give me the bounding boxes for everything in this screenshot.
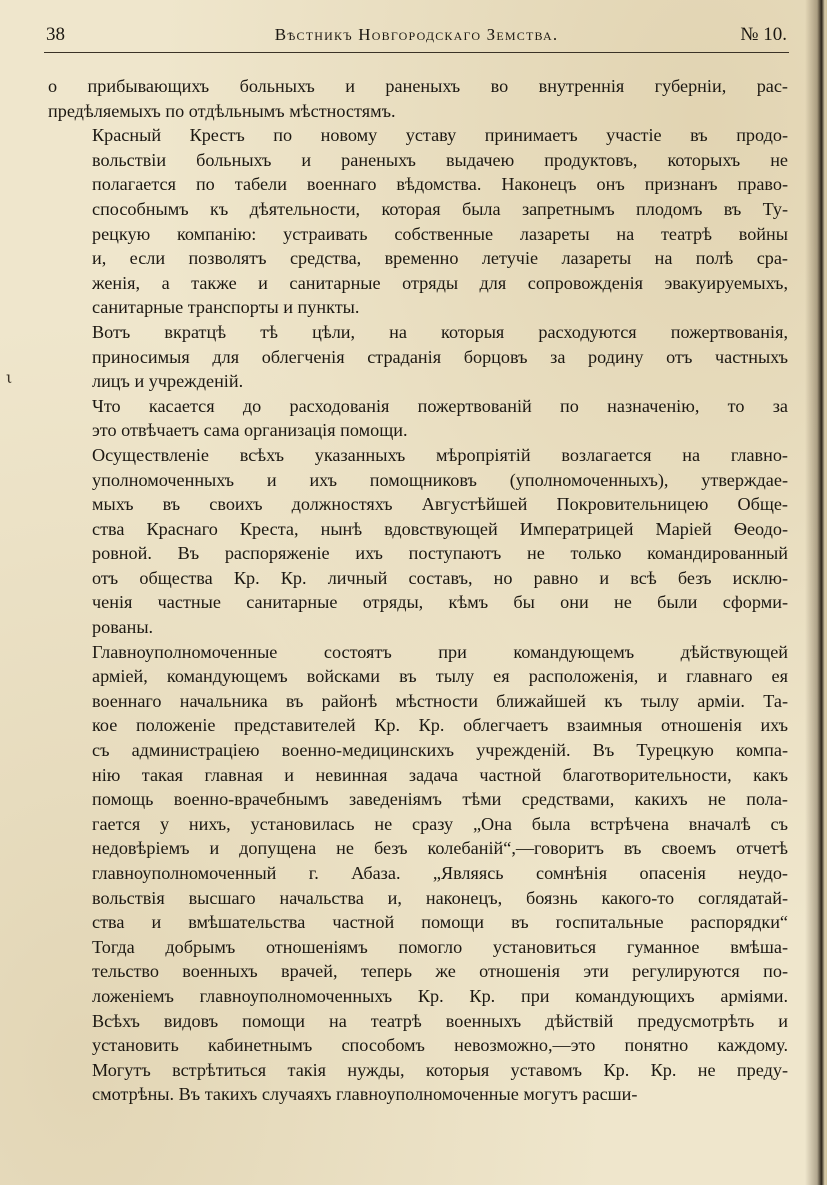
journal-title: Вѣстникъ Новгородскаго Земства. xyxy=(274,25,559,44)
book-spine-shadow xyxy=(805,0,827,1185)
text-line: это отвѣчаетъ сама организація помощи. xyxy=(92,420,408,441)
text-line: ровной. Въ распоряженіе ихъ поступаютъ не только командированный xyxy=(92,543,788,564)
text-line: Могутъ встрѣтиться такія нужды, которыя уставомъ Кр. Кр. не преду- xyxy=(92,1059,788,1080)
text-line: военнаго начальника въ районѣ мѣстности ближайшей къ тылу арміи. Та- xyxy=(92,690,788,711)
text-line: ченія частные санитарные отряды, кѣмъ бы они не были сформи- xyxy=(92,592,788,613)
text-line: ложеніемъ главноуполномоченныхъ Кр. Кр. при командующихъ арміями. xyxy=(92,985,788,1006)
text-line: вольствія высшаго начальства и, наконецъ, боязнь какого-то соглядатай- xyxy=(92,887,788,908)
text-line: приносимыя для облегченія страданія борцовъ за родину отъ частныхъ xyxy=(92,346,788,367)
text-line: ства Краснаго Креста, нынѣ вдовствующей Императрицей Маріей Ѳеодо- xyxy=(92,518,788,539)
text-line: уполномоченныхъ и ихъ помощниковъ (уполномоченныхъ), утверждае- xyxy=(92,469,788,490)
page-number: 38 xyxy=(46,24,65,45)
text-line: тельство военныхъ врачей, теперь же отношенія эти регулируются по- xyxy=(92,961,788,982)
text-line: о прибывающихъ больныхъ и раненыхъ во внутреннія губерніи, рас- xyxy=(48,76,788,96)
paragraph xyxy=(48,74,788,123)
text-line: гается у нихъ, установилась не сразу „Она была встрѣчена вначалѣ съ xyxy=(92,813,788,834)
text-line: рованы. xyxy=(92,617,154,638)
article-body xyxy=(48,74,788,1107)
text-line: Тогда добрымъ отношеніямъ помогло установиться гуманное вмѣша- xyxy=(92,936,788,957)
text-line: главноуполномоченный г. Абаза. „Являясь сомнѣнія опасенія неудо- xyxy=(92,863,788,883)
text-line: съ администраціею военно-медицинскихъ учрежденій. Въ Турецкую компа- xyxy=(92,740,788,761)
text-line: Красный Крестъ по новому уставу принимаетъ участіе въ продо- xyxy=(92,125,788,146)
text-line: Что касается до расходованія пожертвованій по назначенію, то за xyxy=(92,395,788,416)
text-line: рецкую компанію: устраивать собственные лазареты на театрѣ войны xyxy=(92,223,788,244)
running-header xyxy=(44,22,789,53)
paragraph xyxy=(48,123,788,320)
paragraph xyxy=(48,394,788,443)
paragraph xyxy=(48,320,788,394)
text-line: отъ общества Кр. Кр. личный составъ, но равно и всѣ безъ исклю- xyxy=(92,567,788,588)
text-line: и, если позволятъ средства, временно летучіе лазареты на полѣ сра- xyxy=(92,248,788,269)
text-line: помощь военно-врачебнымъ заведеніямъ тѣми средствами, какихъ не пола- xyxy=(92,789,788,810)
text-line: недовѣріемъ и допущена не безъ колебаній“,—говоритъ въ своемъ отчетѣ xyxy=(92,838,788,859)
paragraph xyxy=(48,640,788,1107)
margin-mark: ι xyxy=(6,368,13,387)
text-line: способнымъ къ дѣятельности, которая была запретнымъ плодомъ въ Ту- xyxy=(92,198,788,219)
text-line: санитарные транспорты и пункты. xyxy=(92,297,360,318)
text-line: Вотъ вкратцѣ тѣ цѣли, на которыя расходуются пожертвованія, xyxy=(92,321,788,342)
text-line: вольствіи больныхъ и раненыхъ выдачею продуктовъ, которыхъ не xyxy=(92,149,788,170)
text-line: женія, а также и санитарные отряды для сопровожденія эвакуируемыхъ, xyxy=(92,272,788,293)
issue-number: № 10. xyxy=(740,24,787,45)
text-line: предѣляемыхъ по отдѣльнымъ мѣстностямъ. xyxy=(48,100,396,121)
text-line: нію такая главная и невинная задача частной благотворительности, какъ xyxy=(92,764,788,785)
text-line: Осуществленіе всѣхъ указанныхъ мѣропріятій возлагается на главно- xyxy=(92,444,788,465)
text-line: Всѣхъ видовъ помощи на театрѣ военныхъ дѣйствій предусмотрѣть и xyxy=(92,1010,788,1031)
text-line: полагается по табели военнаго вѣдомства. Наконецъ онъ признанъ право- xyxy=(92,174,788,195)
text-line: установить кабинетнымъ способомъ невозможно,—это понятно каждому. xyxy=(92,1035,788,1056)
text-line: арміей, командующемъ войсками въ тылу ея расположенія, и главнаго ея xyxy=(92,666,788,687)
paragraph xyxy=(48,443,788,640)
text-line: мыхъ въ своихъ должностяхъ Августѣйшей Покровительницею Обще- xyxy=(92,494,788,515)
text-line: кое положеніе представителей Кр. Кр. облегчаетъ взаимныя отношенія ихъ xyxy=(92,715,788,736)
text-line: лицъ и учрежденій. xyxy=(92,371,244,392)
text-line: ства и вмѣшательства частной помощи въ госпитальные распорядки“ xyxy=(92,912,788,933)
text-line: Главноуполномоченные состоятъ при командующемъ дѣйствующей xyxy=(92,641,788,662)
text-line: смотрѣны. Въ такихъ случаяхъ главноуполномоченные могутъ расши- xyxy=(92,1084,638,1105)
